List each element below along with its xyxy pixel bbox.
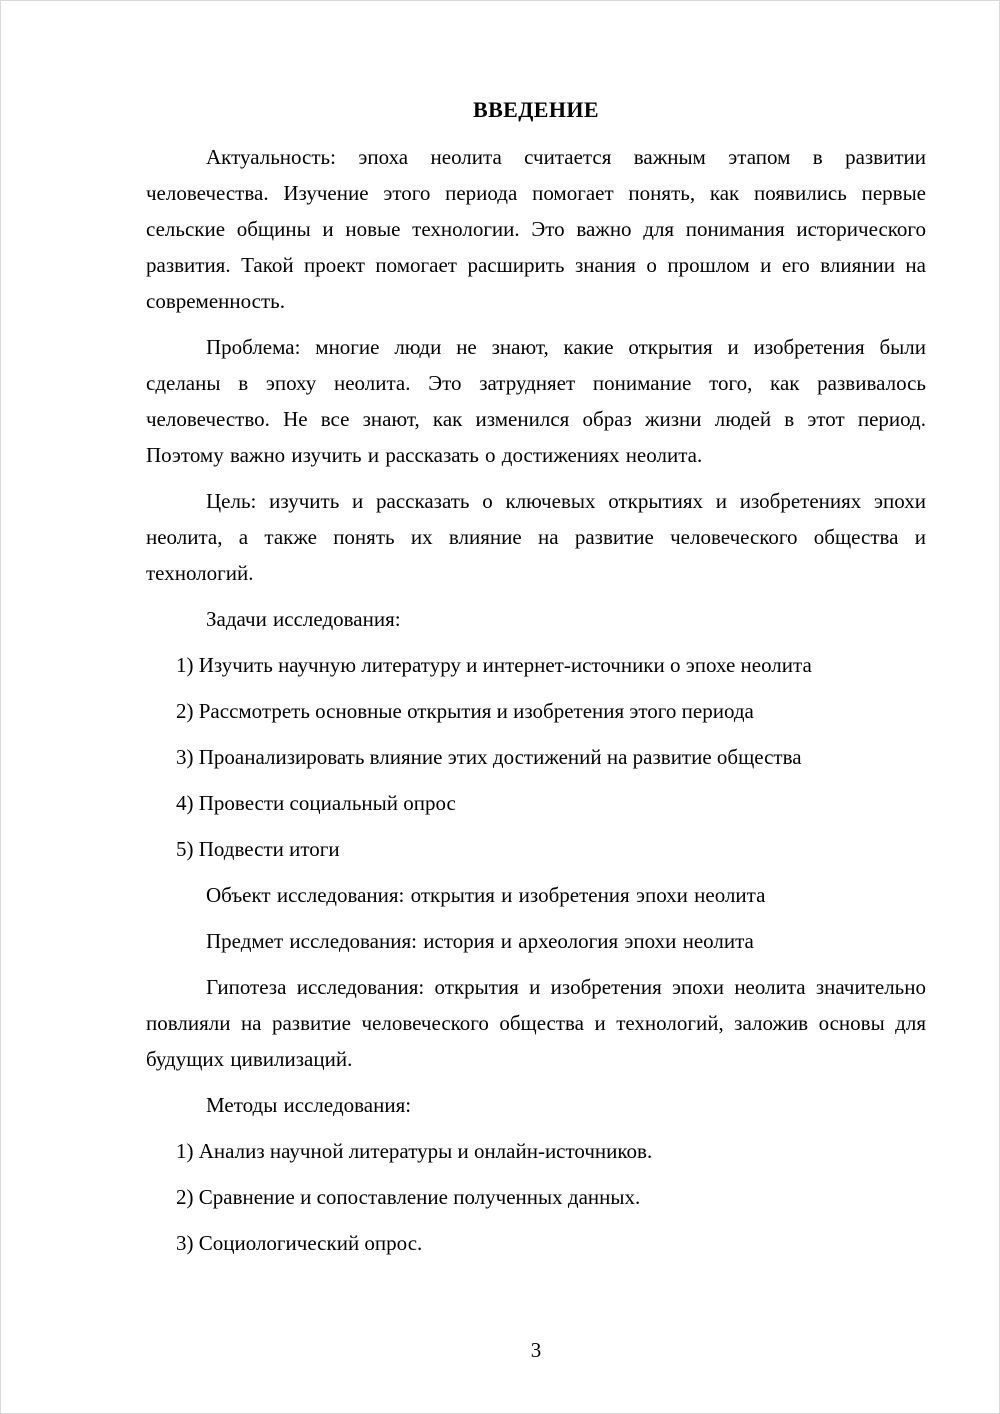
paragraph-subject: Предмет исследования: история и археология эпохи неолита [206,929,754,953]
page-title: ВВЕДЕНИЕ [473,97,599,122]
paragraph-methods-heading: Методы исследования: [206,1093,412,1117]
method-list-item: 2) Сравнение и сопоставление полученных данных. [176,1185,641,1209]
paragraph-hypothesis: Гипотеза исследования: открытия и изобретения эпохи неолита значительно повлияли на развитие человеческого общества и технологий, заложив основы для будущих цивилизаций. [146,975,926,1071]
task-list-item: 5) Подвести итоги [176,837,340,861]
task-list-item: 1) Изучить научную литературу и интернет-источники о эпохе неолита [176,653,812,677]
paragraph-problem: Проблема: многие люди не знают, какие открытия и изобретения были сделаны в эпоху неолита. Это затрудняет понимание того, как развивалось человечество. Не все знают, как изменился образ жизни людей в этот период. Поэтому важно изучить и рассказать о достижениях неолита. [146,335,926,467]
task-list-item: 3) Проанализировать влияние этих достижений на развитие общества [176,745,802,769]
method-list-item: 3) Социологический опрос. [176,1231,423,1255]
method-list-item: 1) Анализ научной литературы и онлайн-источников. [176,1139,653,1163]
page-number: 3 [530,1338,542,1362]
paragraph-relevance: Актуальность: эпоха неолита считается важным этапом в развитии человечества. Изучение этого периода помогает понять, как появились первые сельские общины и новые технологии. Это важно для понимания исторического развития. Такой проект помогает расширить знания о прошлом и его влиянии на современность. [146,145,926,313]
task-list-item: 2) Рассмотреть основные открытия и изобретения этого периода [176,699,754,723]
paragraph-object: Объект исследования: открытия и изобретения эпохи неолита [206,883,766,907]
task-list-item: 4) Провести социальный опрос [176,791,456,815]
paragraph-tasks-heading: Задачи исследования: [206,607,401,631]
paragraph-goal: Цель: изучить и рассказать о ключевых открытиях и изобретениях эпохи неолита, а также понять их влияние на развитие человеческого общества и технологий. [146,489,926,585]
